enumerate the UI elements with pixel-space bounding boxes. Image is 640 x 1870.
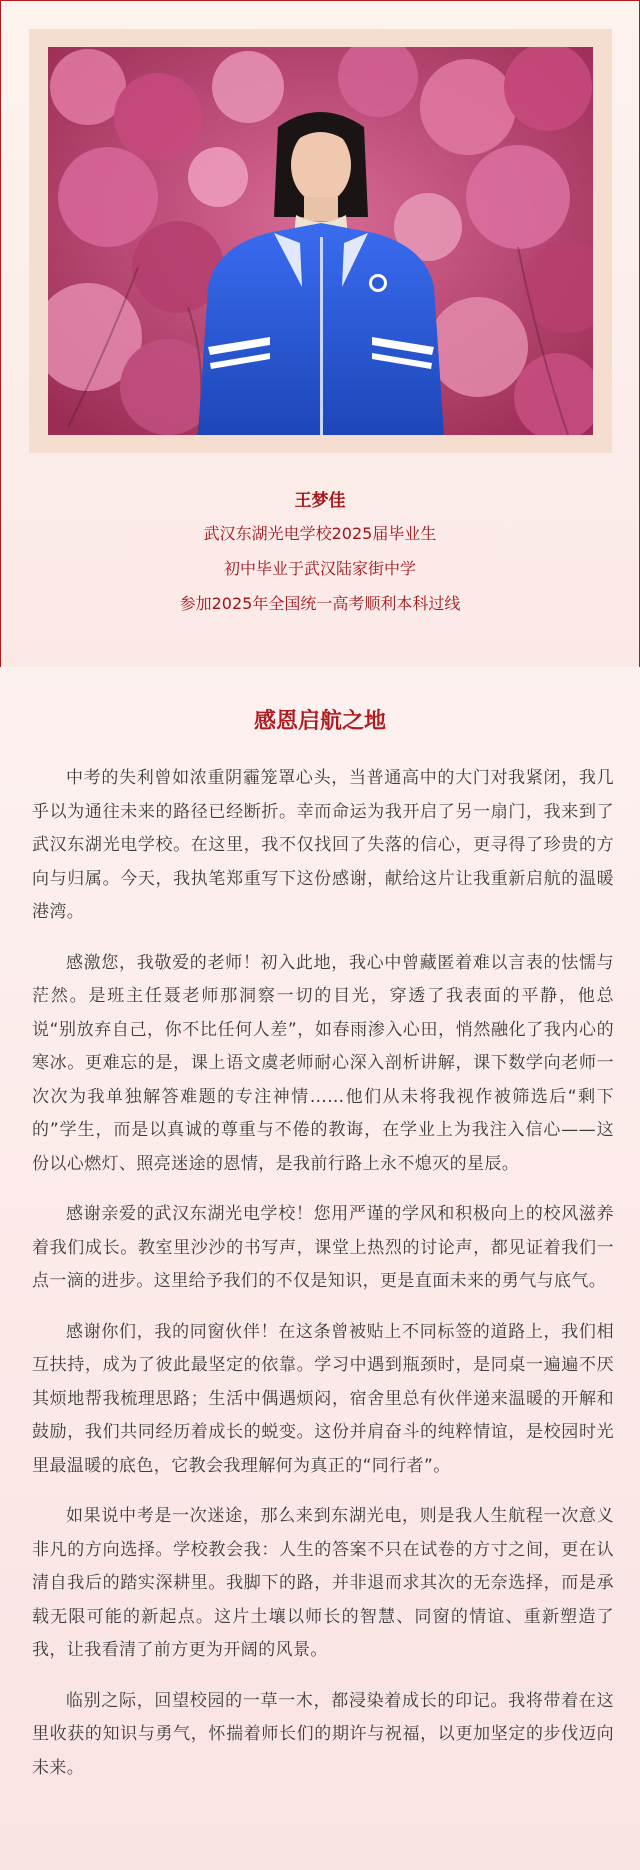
paragraph-4: 感谢你们，我的同窗伙伴！在这条曾被贴上不同标签的道路上，我们相互扶持，成为了彼此最坚定的依靠。学习中遇到瓶颈时，是同桌一遍遍不厌其烦地帮我梳理思路；生活中偶遇烦闷，宿舍里总有伙伴递来温暖的开解和鼓励，我们共同经历着成长的蜕变。这份并肩奋斗的纯粹情谊，是校园时光里最温暖的底色，它教会我理解何为真正的“同行者”。 — [32, 1321, 614, 1476]
photo-frame — [29, 29, 612, 453]
student-photo-illustration — [48, 47, 593, 435]
student-name: 王梦佳 — [294, 491, 346, 511]
article — [0, 667, 640, 1870]
paragraph-3: 感谢亲爱的武汉东湖光电学校！您用严谨的学风和积极向上的校风滋养着我们成长。教室里沙沙的书写声，课堂上热烈的讨论声，都见证着我们一点一滴的进步。这里给予我们的不仅是知识，更是直面未来的勇气与底气。 — [32, 1204, 614, 1291]
paragraph-5: 如果说中考是一次迷途，那么来到东湖光电，则是我人生航程一次意义非凡的方向选择。学校教会我：人生的答案不只在试卷的方寸之间，更在认清自我后的踏实深耕里。我脚下的路，并非退而求其次的无奈选择，而是承载无限可能的新起点。这片土壤以师长的智慧、同窗的情谊、重新塑造了我，让我看清了前方更为开阔的风景。 — [32, 1506, 614, 1660]
student-photo — [48, 47, 593, 435]
student-school: 武汉东湖光电学校2025届毕业生 — [203, 524, 437, 543]
paragraph-6: 临别之际，回望校园的一草一木，都浸染着成长的印记。我将带着在这里收获的知识与勇气，怀揣着师长们的期许与祝福，以更加坚定的步伐迈向未来。 — [32, 1690, 614, 1778]
student-achievement: 参加2025年全国统一高考顺利本科过线 — [179, 594, 461, 613]
profile-card — [0, 0, 640, 668]
article-body — [32, 762, 614, 1802]
student-info — [1, 486, 639, 621]
article-title: 感恩启航之地 — [253, 709, 386, 734]
paragraph-1: 中考的失利曾如浓重阴霾笼罩心头，当普通高中的大门对我紧闭，我几乎以为通往未来的路径已经断折。幸而命运为我开启了另一扇门，我来到了武汉东湖光电学校。在这里，我不仅找回了失落的信心，更寻得了珍贵的方向与归属。今天，我执笔郑重写下这份感谢，献给这片让我重新启航的温暖港湾。 — [32, 768, 614, 922]
student-middle-school: 初中毕业于武汉陆家街中学 — [223, 559, 416, 578]
paragraph-2: 感激您，我敬爱的老师！初入此地，我心中曾藏匿着难以言表的怯懦与茫然。是班主任聂老师那洞察一切的目光，穿透了我表面的平静，他总说“别放弃自己，你不比任何人差”，如春雨渗入心田，悄然融化了我内心的寒冰。更难忘的是，课上语文虞老师耐心深入剖析讲解，课下数学向老师一次次为我单独解答难题的专注神情……他们从未将我视作被筛选后“剩下的”学生，而是以真诚的尊重与不倦的教诲，在学业上为我注入信心——这份以心燃灯、照亮迷途的恩情，是我前行路上永不熄灭的星辰。 — [32, 952, 614, 1174]
